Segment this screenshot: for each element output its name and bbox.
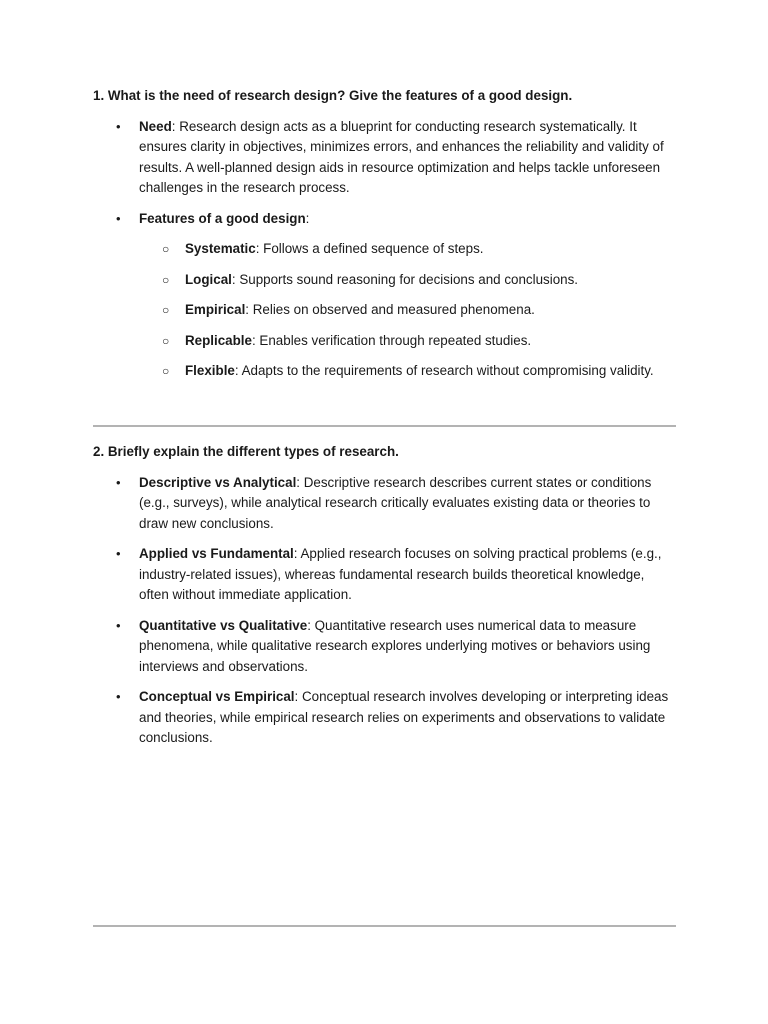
section-2: [93, 442, 676, 759]
bullet-icon: •: [116, 210, 121, 226]
item-text: : Quantitative research uses numerical data to measure phenomena, while qualitative research explores underlying motives or behaviors using interviews and observations.: [139, 617, 651, 674]
feature-item: [139, 300, 676, 321]
circle-bullet-icon: ○: [162, 242, 170, 256]
item-term: Conceptual vs Empirical: [139, 689, 295, 704]
page-bottom-divider: [93, 925, 676, 927]
list-item: [93, 616, 676, 678]
list-item: [93, 544, 676, 606]
item-term: Applied vs Fundamental: [139, 546, 294, 561]
feature-text: : Relies on observed and measured phenomena.: [245, 302, 535, 317]
item-text: : Descriptive research describes current states or conditions (e.g., surveys), while analytical research critically evaluates existing data or theories to draw new conclusions.: [139, 474, 652, 531]
feature-term: Flexible: [185, 363, 235, 378]
circle-bullet-icon: ○: [162, 272, 170, 287]
bullet-icon: •: [116, 617, 121, 633]
feature-term: Empirical: [185, 302, 246, 317]
item-text: : Applied research focuses on solving practical problems (e.g., industry-related issues), whereas fundamental research builds theoretical knowledge, often without immediate application.: [139, 546, 662, 602]
feature-item: [139, 331, 676, 352]
list-item-need: [93, 117, 676, 199]
bullet-icon: •: [116, 118, 121, 134]
feature-text: : Adapts to the requirements of research without compromising validity.: [234, 363, 654, 378]
list-item: [93, 473, 676, 535]
section-divider: [93, 425, 676, 427]
feature-text: : Enables verification through repeated studies.: [251, 332, 532, 348]
features-colon: :: [305, 210, 310, 226]
item-text: : Conceptual research involves developing or interpreting ideas and theories, while empirical research relies on experiments and observations to validate conclusions.: [139, 689, 669, 745]
feature-item: [139, 361, 676, 382]
bullet-icon: •: [116, 546, 121, 561]
feature-term: Systematic: [185, 241, 256, 256]
bullet-icon: •: [116, 474, 121, 490]
list-item-features: [93, 209, 676, 382]
question-2-heading: 2. Briefly explain the different types of research.: [93, 444, 399, 459]
list-item: [93, 687, 676, 749]
item-term: Quantitative vs Qualitative: [139, 617, 308, 633]
feature-text: : Follows a defined sequence of steps.: [255, 241, 484, 256]
circle-bullet-icon: ○: [162, 333, 170, 348]
circle-bullet-icon: ○: [162, 364, 170, 378]
bullet-icon: •: [116, 689, 121, 704]
feature-term: Replicable: [185, 332, 252, 348]
question-1-heading: 1. What is the need of research design? Give the features of a good design.: [93, 88, 573, 103]
section-2-list: [93, 473, 676, 749]
feature-item: [139, 270, 676, 291]
feature-term: Logical: [185, 271, 232, 287]
feature-text: : Supports sound reasoning for decisions and conclusions.: [231, 271, 579, 287]
need-description: : Research design acts as a blueprint for conducting research systematically. It ensures clarity in objectives, minimizes errors, and enhances the reliability and validity of results. A well-planned design aids in resource optimization and helps tackle unforeseen challenges in the research process.: [139, 118, 664, 195]
term-features: Features of a good design: [139, 210, 306, 226]
term-need: Need: [139, 118, 172, 134]
section-1-list: [93, 117, 676, 382]
circle-bullet-icon: ○: [162, 303, 170, 317]
feature-item: [139, 239, 676, 260]
item-term: Descriptive vs Analytical: [139, 474, 297, 490]
features-sublist: [139, 239, 676, 382]
section-1: [93, 86, 676, 392]
